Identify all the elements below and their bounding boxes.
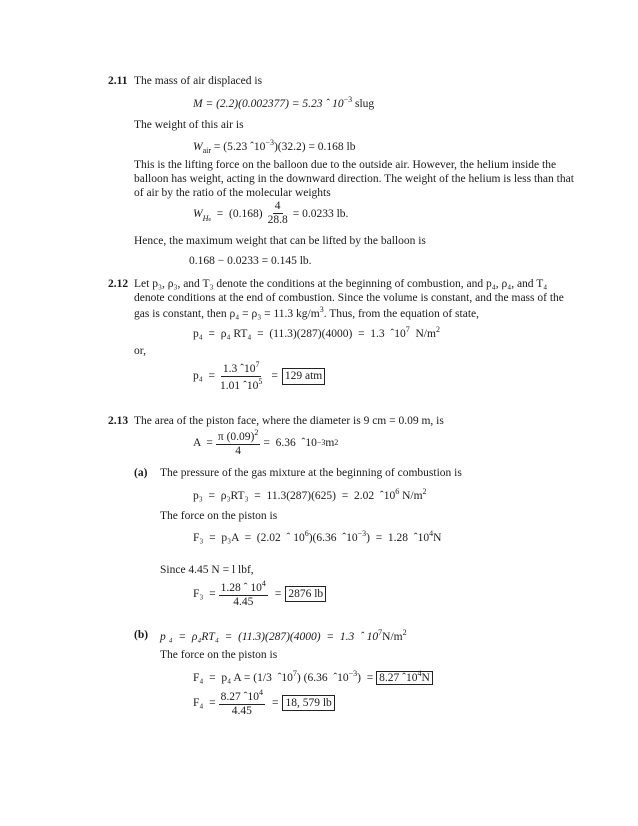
- equation-f4-lb: F₄ = $\frac{8.27 ˆ10^4}{4.45}$ = 18, 579 lb: [193, 688, 335, 718]
- fraction: $\frac{1.28 ˆ 10^4}{4.45}$: [220, 579, 266, 609]
- equation-f4: F₄ = p₄ A = (1/3 $ˆ10^7$) (6.36 $ˆ10^{-3}) = 8.27$ $ˆ10^4N$: [193, 669, 433, 685]
- text-line: The pressure of the gas mixture at the beginning of combustion is: [160, 467, 462, 479]
- problem-number-2-11: 2.11: [108, 75, 128, 87]
- problem-number-2-12: 2.12: [108, 278, 129, 290]
- text-line: denote conditions at the end of combustion. Since the volume is constant, and the mass of the: [134, 292, 564, 304]
- equation-state: p₄ = ρ₄ RT₄ = (11.3)(287)(4000) = 1.3 $ˆ10^7$ $N/m^2$: [193, 325, 440, 340]
- text-line: Hence, the maximum weight that can be lifted by the balloon is: [134, 235, 426, 247]
- equation-area: A = $\frac{\pi (0.09)^2}{4}$ = 6.36 ˆ10 −3 m 2: [193, 428, 339, 458]
- text-line: gas is constant, then ρ₄ = ρ₃ = 11.3 $kg/m^3$. Thus, from the equation of state,: [134, 305, 480, 320]
- fraction: $\frac{\pi (0.09)^2}{4}$: [217, 428, 259, 458]
- equation-atm: p₄ = $\frac{1.3 ˆ10^7}{1.01 ˆ10^5}$ = 129 atm: [193, 360, 325, 393]
- equation-weight-helium: W $_H$ e = (0.168) $\frac{4}{28.8}$ = 0.0233 lb.: [193, 200, 349, 227]
- text-line: The mass of air displaced is: [134, 75, 263, 87]
- text-line: of air by the ratio of the molecular weights: [134, 187, 331, 199]
- answer-box: 129 atm: [282, 368, 325, 384]
- text-line: Since 4.45 N = l lbf,: [160, 564, 254, 576]
- fraction: $\frac{4}{28.8}$: [267, 200, 288, 227]
- problem-number-2-13: 2.13: [108, 415, 129, 427]
- answer-box: 18, 579 lb: [282, 695, 334, 711]
- fraction: $\frac{8.27 ˆ10^4}{4.45}$: [220, 688, 263, 718]
- text-line: This is the lifting force on the balloon due to the outside air. However, the helium inside the: [134, 159, 557, 171]
- equation-f3-lb: F₃ = $\frac{1.28 ˆ 10^4}{4.45}$ = 2876 lb: [193, 579, 326, 609]
- text-line: The force on the piston is: [160, 649, 278, 661]
- text-line: balloon has weight, acting in the downward direction. The weight of the helium is less than that: [134, 173, 574, 185]
- part-label-a: (a): [134, 467, 148, 479]
- answer-box: 2876 lb: [285, 586, 326, 602]
- equation-p4: p ₄ = ρ₄RT₄ = (11.3)(287)(4000) = 1.3 ˆ $10^7N/m^2$: [160, 628, 407, 643]
- equation-p3: p₃ = ρ₃RT₃ = 11.3(287)(625) = 2.02 $ˆ10^6$ $N/m^2$: [193, 487, 427, 502]
- answer-box: 8.27 $ˆ10^4N$: [376, 671, 433, 685]
- text-line: The weight of this air is: [134, 119, 244, 131]
- equation-final: 0.168 − 0.0233 = 0.145 lb.: [189, 255, 312, 267]
- equation-mass: M = (2.2)(0.002377) = 5.23 ˆ $10^{-3}$ slug: [193, 95, 375, 110]
- text-line: or,: [134, 345, 146, 357]
- text-line: The force on the piston is: [160, 510, 278, 522]
- text-line: Let p₃, ρ₃, and T₃ denote the conditions at the beginning of combustion, and p₄, ρ₄, and T₄: [134, 278, 548, 290]
- text-line: The area of the piston face, where the diameter is 9 cm = 0.09 m, is: [134, 415, 444, 427]
- part-label-b: (b): [134, 629, 149, 641]
- equation-f3: F₃ = p₃A = (2.02 ˆ $10^6)(6.36$ $ˆ10^{-3}) = 1.28$ $ˆ10^4N$: [193, 529, 442, 544]
- equation-weight-air: $W_{air} = (5.23$ $ˆ10^{-3})(32.2) = 0.168$ lb: [193, 138, 356, 156]
- fraction: $\frac{1.3 ˆ10^7}{1.01 ˆ10^5}$: [220, 360, 263, 392]
